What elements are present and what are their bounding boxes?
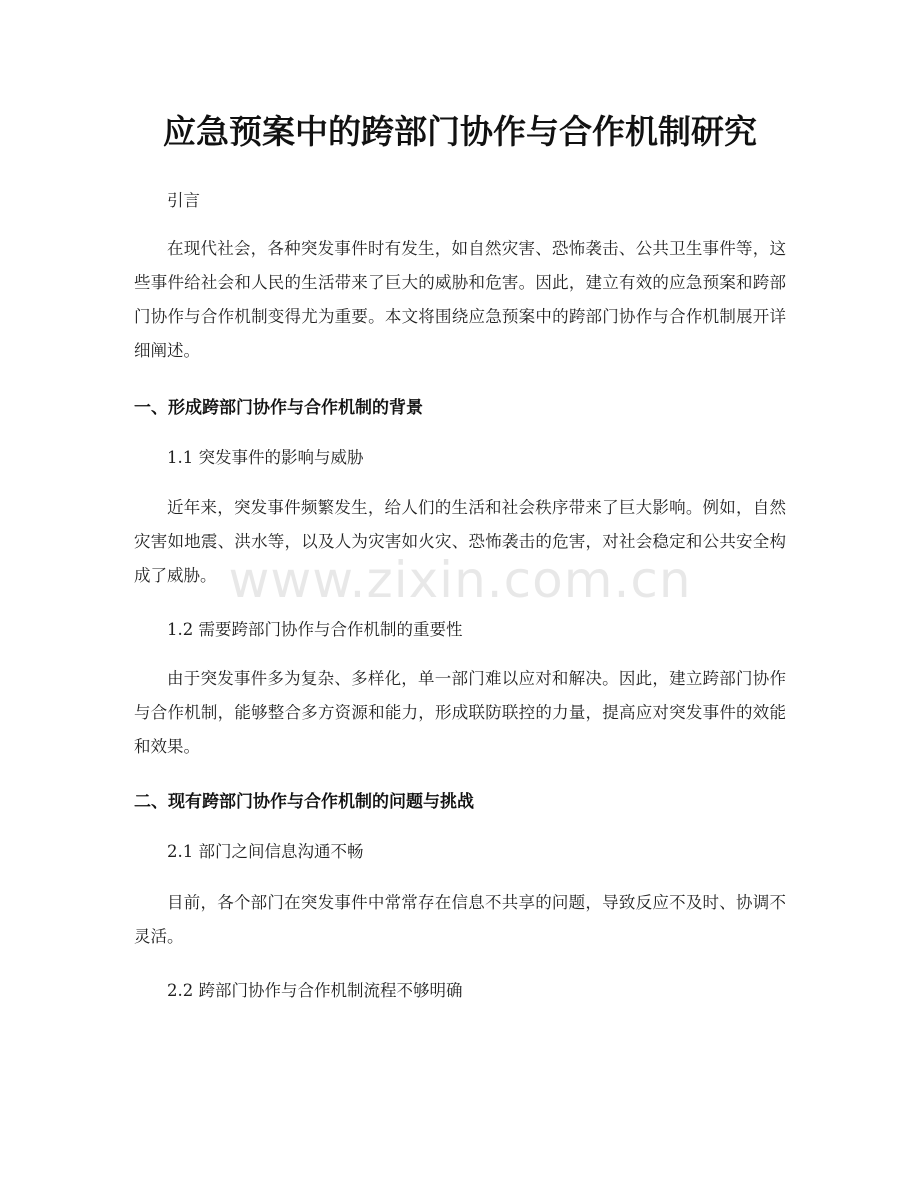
section-1-heading: 一、形成跨部门协作与合作机制的背景 (134, 398, 423, 418)
document-title: 应急预案中的跨部门协作与合作机制研究 (163, 112, 757, 151)
section-2-2-title: 2.2 跨部门协作与合作机制流程不够明确 (167, 981, 463, 1000)
section-2-1-text: 目前，各个部门在突发事件中常常存在信息不共享的问题，导致反应不及时、协调不灵活。 (134, 893, 786, 946)
section-1-1-text: 近年来，突发事件频繁发生，给人们的生活和社会秩序带来了巨大影响。例如，自然灾害如地震、洪水等，以及人为灾害如火灾、恐怖袭击的危害，对社会稳定和公共安全构成了威胁。 (134, 498, 786, 585)
section-2-1-title: 2.1 部门之间信息沟通不畅 (167, 842, 364, 861)
section-1-2-text: 由于突发事件多为复杂、多样化，单一部门难以应对和解决。因此，建立跨部门协作与合作机制，能够整合多方资源和能力，形成联防联控的力量，提高应对突发事件的效能和效果。 (134, 669, 786, 756)
section-1-1-title: 1.1 突发事件的影响与威胁 (167, 448, 364, 467)
intro-label: 引言 (167, 191, 200, 210)
watermark: www.zixin.com.cn (228, 551, 692, 609)
section-2-heading: 二、现有跨部门协作与合作机制的问题与挑战 (134, 792, 474, 812)
intro-paragraph: 在现代社会，各种突发事件时有发生，如自然灾害、恐怖袭击、公共卫生事件等，这些事件给社会和人民的生活带来了巨大的威胁和危害。因此，建立有效的应急预案和跨部门协作与合作机制变得尤为重要。本文将围绕应急预案中的跨部门协作与合作机制展开详细阐述。 (134, 239, 786, 360)
section-1-2-title: 1.2 需要跨部门协作与合作机制的重要性 (167, 620, 463, 639)
